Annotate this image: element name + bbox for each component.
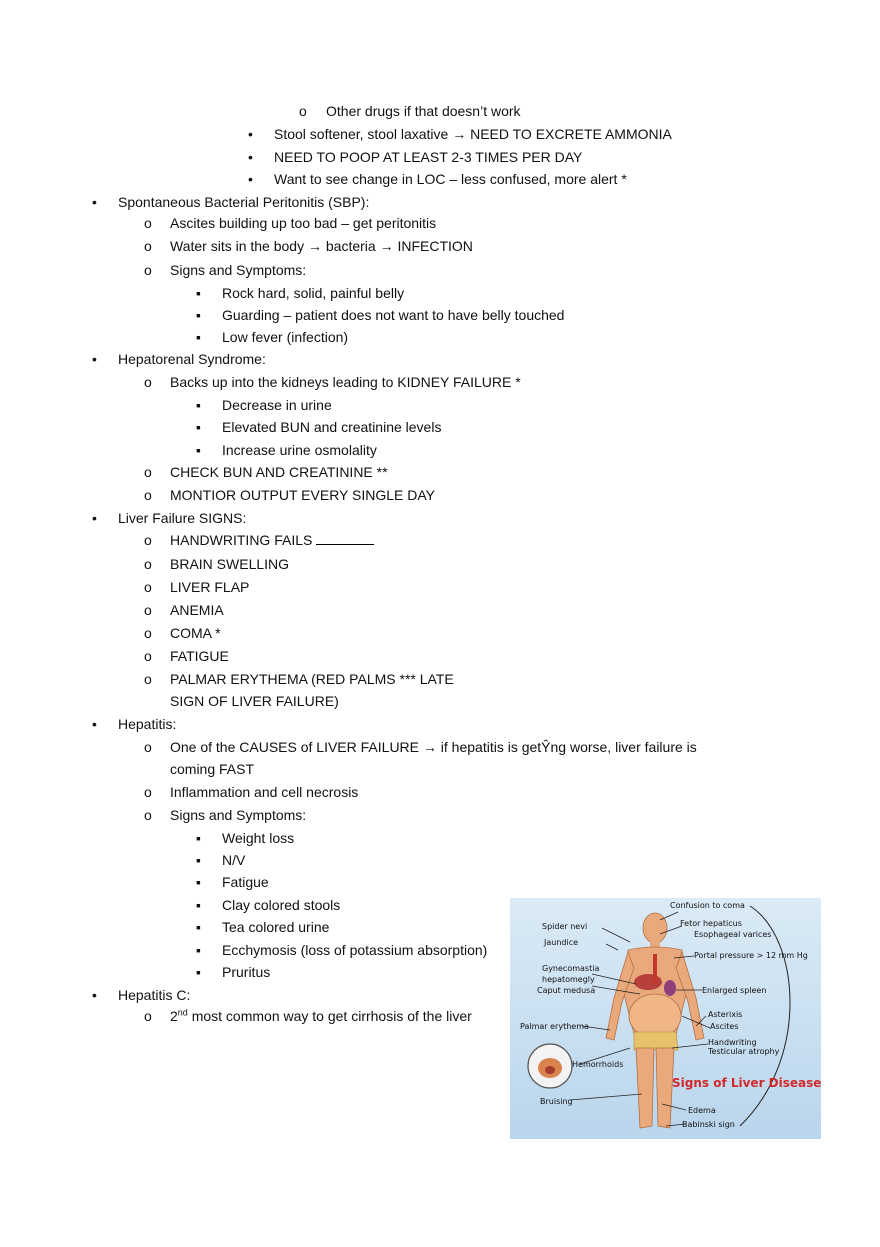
liver-disease-figure: [510, 898, 821, 1139]
list-item: [248, 148, 583, 166]
list-item-text: Water sits in the body → bacteria → INFECTION: [170, 238, 473, 254]
section-heading: [92, 986, 191, 1004]
bullet-marker: ▪: [196, 307, 201, 323]
list-item: [144, 806, 307, 824]
list-item: [144, 783, 359, 801]
bullet-marker: •: [92, 194, 97, 210]
list-item: [196, 851, 246, 869]
bullet-marker: o: [144, 784, 152, 800]
bullet-marker: o: [144, 807, 152, 823]
bullet-marker: •: [92, 510, 97, 526]
bullet-marker: o: [144, 215, 152, 231]
section-heading-text: Hepatorenal Syndrome:: [118, 351, 266, 367]
list-item: [144, 555, 290, 573]
list-item: [144, 373, 521, 391]
list-item-text: most common way to get cirrhosis of the liver: [191, 1008, 472, 1024]
list-item-text: Ascites building up too bad – get peritonitis: [170, 215, 437, 231]
list-item-text: Ecchymosis (loss of potassium absorption): [222, 942, 488, 958]
label-hepato: hepatomegly: [542, 975, 595, 984]
bullet-marker: o: [144, 602, 152, 618]
bullet-marker: ▪: [196, 419, 201, 435]
bullet-marker: o: [144, 739, 152, 755]
list-item-text: Low fever (infection): [222, 329, 349, 345]
list-item: [196, 396, 332, 414]
figure-title: Signs of Liver Disease: [672, 1076, 821, 1090]
bullet-marker: •: [92, 987, 97, 1003]
label-ascites: Ascites: [710, 1022, 739, 1031]
list-item: [144, 486, 436, 504]
label-asterixis: Asterixis: [708, 1010, 743, 1019]
list-item-text: Fatigue: [222, 874, 269, 890]
section-heading-text: Hepatitis C:: [118, 987, 191, 1003]
list-item: [299, 102, 521, 120]
list-item: [144, 670, 454, 688]
list-item-text: Weight loss: [222, 830, 295, 846]
list-item-text: Stool softener, stool laxative → NEED TO EXCRETE AMMONIA: [274, 126, 672, 142]
bullet-marker: ▪: [196, 329, 201, 345]
label-portal: Portal pressure > 12 mm Hg: [694, 951, 808, 960]
label-bruising: Bruising: [540, 1097, 573, 1106]
bullet-marker: ▪: [196, 897, 201, 913]
list-item-text: Increase urine osmolality: [222, 442, 377, 458]
bullet-marker: ▪: [196, 285, 201, 301]
list-item-text: Clay colored stools: [222, 897, 341, 913]
label-varices: Esophageal varices: [694, 930, 772, 939]
list-item-text: SIGN OF LIVER FAILURE): [170, 693, 339, 709]
list-item-text: CHECK BUN AND CREATININE **: [170, 464, 388, 480]
bullet-marker: ▪: [196, 442, 201, 458]
bullet-marker: ▪: [196, 874, 201, 890]
label-spleen: Enlarged spleen: [702, 986, 767, 995]
list-item: [144, 261, 307, 279]
list-item: [196, 418, 442, 436]
bullet-marker: •: [92, 716, 97, 732]
list-item: [196, 941, 488, 959]
label-handwriting: Handwriting: [708, 1038, 757, 1047]
section-heading-text: Hepatitis:: [118, 716, 177, 732]
list-item-text: Rock hard, solid, painful belly: [222, 285, 405, 301]
list-item: [144, 214, 437, 232]
bullet-marker: o: [144, 374, 152, 390]
list-item: [248, 170, 627, 188]
list-item-text: ANEMIA: [170, 602, 224, 618]
label-hemorrhoids: Hemorrhoids: [572, 1060, 624, 1069]
list-item-text: Signs and Symptoms:: [170, 807, 307, 823]
list-item: [196, 829, 295, 847]
list-item: [196, 284, 405, 302]
label-jaundice: Jaundice: [544, 938, 579, 947]
list-item-text: Signs and Symptoms:: [170, 262, 307, 278]
list-item-continuation: [170, 692, 339, 710]
label-testicular: Testicular atrophy: [708, 1047, 780, 1056]
label-edema: Edema: [688, 1106, 716, 1115]
list-item: [144, 647, 229, 665]
section-heading: [92, 715, 177, 733]
list-item-text: Guarding – patient does not want to have belly touched: [222, 307, 565, 323]
list-item-text: N/V: [222, 852, 246, 868]
list-item-text: Tea colored urine: [222, 919, 330, 935]
list-item: [144, 1007, 472, 1025]
ordinal-suffix: nd: [177, 1007, 188, 1018]
bullet-marker: •: [248, 171, 253, 187]
list-item-continuation: [170, 760, 254, 778]
bullet-marker: ▪: [196, 942, 201, 958]
list-item-text: coming FAST: [170, 761, 255, 777]
list-item-text: Backs up into the kidneys leading to KIDNEY FAILURE *: [170, 374, 521, 390]
list-item-text: PALMAR ERYTHEMA (RED PALMS *** LATE: [170, 671, 454, 687]
bullet-marker: o: [144, 579, 152, 595]
section-heading-text: Liver Failure SIGNS:: [118, 510, 247, 526]
bullet-marker: •: [92, 351, 97, 367]
bullet-marker: o: [144, 238, 152, 254]
list-item: [196, 963, 271, 981]
bullet-marker: o: [144, 262, 152, 278]
list-item: [144, 531, 374, 549]
list-item-text: One of the CAUSES of LIVER FAILURE → if hepatitis is getŶng worse, liver failure is: [170, 739, 697, 755]
list-item-text: Other drugs if that doesn’t work: [326, 103, 521, 119]
bullet-marker: ▪: [196, 852, 201, 868]
label-gyneco: Gynecomastia: [542, 964, 600, 973]
list-item: [196, 328, 349, 346]
list-item-text: Inflammation and cell necrosis: [170, 784, 359, 800]
section-heading: [92, 350, 266, 368]
list-item-text: Elevated BUN and creatinine levels: [222, 419, 442, 435]
list-item-text: FATIGUE: [170, 648, 229, 664]
bullet-marker: o: [144, 1008, 152, 1024]
list-item-text: BRAIN SWELLING: [170, 556, 290, 572]
list-item: [144, 463, 388, 481]
bullet-marker: o: [144, 648, 152, 664]
list-item-text: NEED TO POOP AT LEAST 2-3 TIMES PER DAY: [274, 149, 583, 165]
list-item: [144, 738, 697, 756]
list-item: [196, 306, 565, 324]
bullet-marker: ▪: [196, 919, 201, 935]
list-item-text: COMA *: [170, 625, 221, 641]
ordinal-number: 2: [170, 1008, 178, 1024]
section-heading-text: Spontaneous Bacterial Peritonitis (SBP):: [118, 194, 370, 210]
list-item-text: Pruritus: [222, 964, 271, 980]
label-caput: Caput medusa: [537, 986, 596, 995]
bullet-marker: o: [144, 625, 152, 641]
blank-underline: [316, 531, 374, 545]
bullet-marker: ▪: [196, 830, 201, 846]
list-item: [196, 896, 341, 914]
label-palmar: Palmar erythema: [520, 1022, 589, 1031]
list-item: [144, 601, 224, 619]
bullet-marker: o: [144, 487, 152, 503]
list-item-text: Decrease in urine: [222, 397, 332, 413]
list-item: [144, 578, 250, 596]
label-confusion: Confusion to coma: [670, 901, 745, 910]
bullet-marker: •: [248, 149, 253, 165]
list-item: [144, 624, 221, 642]
list-item-text: HANDWRITING FAILS: [170, 532, 313, 548]
list-item-text: Want to see change in LOC – less confused, more alert *: [274, 171, 627, 187]
section-heading: [92, 509, 247, 527]
bullet-marker: ▪: [196, 397, 201, 413]
list-item-text: LIVER FLAP: [170, 579, 250, 595]
bullet-marker: ▪: [196, 964, 201, 980]
list-item: [196, 873, 269, 891]
list-item-text: MONTIOR OUTPUT EVERY SINGLE DAY: [170, 487, 436, 503]
label-fetor: Fetor hepaticus: [680, 919, 742, 928]
bullet-marker: o: [299, 103, 307, 119]
bullet-marker: o: [144, 556, 152, 572]
list-item: [196, 441, 377, 459]
list-item: [196, 918, 330, 936]
bullet-marker: •: [248, 126, 253, 142]
list-item: [144, 237, 473, 255]
section-heading: [92, 193, 370, 211]
bullet-marker: o: [144, 532, 152, 548]
label-spider: Spider nevi: [542, 922, 588, 931]
list-item: [248, 125, 672, 143]
bullet-marker: o: [144, 671, 152, 687]
label-babinski: Babinski sign: [682, 1120, 735, 1129]
bullet-marker: o: [144, 464, 152, 480]
